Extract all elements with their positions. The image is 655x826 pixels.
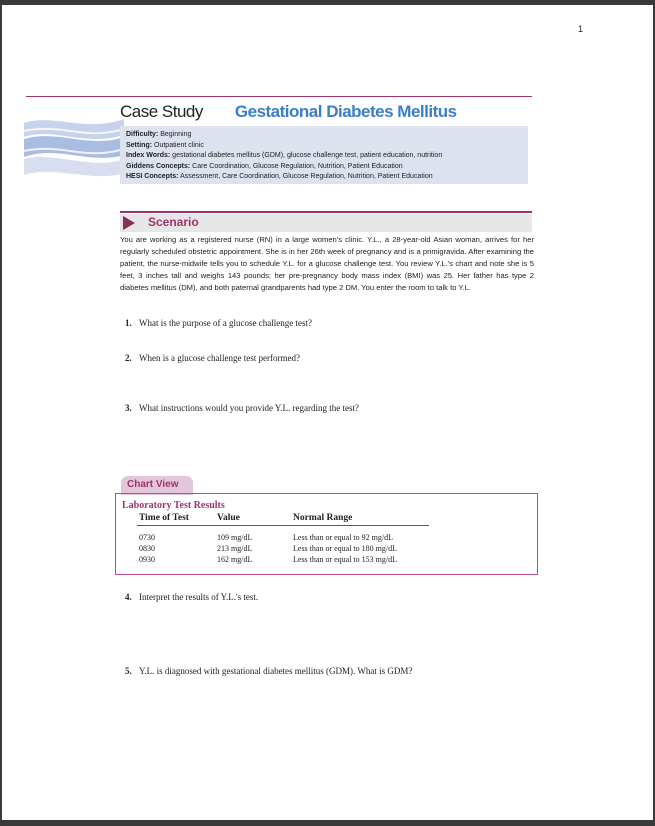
question-3: 3. What instructions would you provide Y.L. regarding the test? xyxy=(125,403,359,413)
question-5: 5. Y.L. is diagnosed with gestational diabetes mellitus (GDM). What is GDM? xyxy=(125,666,413,676)
table-cell: 0730 xyxy=(139,533,155,542)
setting-line: Setting: Outpatient clinic xyxy=(126,141,204,149)
scenario-text: You are working as a registered nurse (RN) in a large women's clinic. Y.L., a 28-year-old Asian woman, arrives for her regularly scheduled obstetric appointment. She is in her 26th week of pregnancy and is a primigravida. After examining the patient, the nurse-midwife tells you to schedule Y.L. for a glucose challenge test. You review Y.L.'s chart and note she is 5 feet, 3 inches tall and weighs 143 pounds; her pre-pregnancy body mass index (BMI) was 25. Her father has type 2 diabetes mellitus (DM), and both paternal grandparents had type 2 DM. You enter the room to talk to Y.L. xyxy=(120,235,534,292)
lab-results-title: Laboratory Test Results xyxy=(122,500,225,511)
question-4: 4. Interpret the results of Y.L.'s test. xyxy=(125,592,259,602)
column-header-value: Value xyxy=(217,513,240,523)
hesi-concepts-line: HESI Concepts: Assessment, Care Coordination, Glucose Regulation, Nutrition, Patient Education xyxy=(126,173,433,180)
table-cell: 213 mg/dL xyxy=(217,544,253,553)
page-number: 1 xyxy=(578,24,584,34)
lab-results-box xyxy=(115,493,538,575)
chart-view-label: Chart View xyxy=(127,479,179,490)
table-header-rule xyxy=(137,525,429,526)
header-rule xyxy=(26,96,532,97)
table-cell: 162 mg/dL xyxy=(217,555,253,564)
case-study-topic: Gestational Diabetes Mellitus xyxy=(234,102,457,121)
table-cell: Less than or equal to 180 mg/dL xyxy=(293,544,397,553)
decorative-wave-banner xyxy=(24,105,124,185)
table-cell: 0930 xyxy=(139,555,155,564)
triangle-bullet-icon xyxy=(123,216,135,230)
table-cell: Less than or equal to 153 mg/dL xyxy=(293,555,397,564)
column-header-time: Time of Test xyxy=(139,513,189,523)
document-page xyxy=(2,5,653,820)
scenario-title: Scenario xyxy=(148,215,199,229)
case-study-label: Case Study xyxy=(120,102,203,121)
column-header-normal-range: Normal Range xyxy=(293,513,353,523)
table-cell: Less than or equal to 92 mg/dL xyxy=(293,533,393,542)
case-study-header xyxy=(120,102,457,122)
case-metadata-box xyxy=(120,126,528,184)
giddens-concepts-line: Giddens Concepts: Care Coordination, Glucose Regulation, Nutrition, Patient Education xyxy=(126,162,403,170)
scenario-heading xyxy=(120,214,532,232)
question-2: 2. When is a glucose challenge test performed? xyxy=(125,353,300,363)
question-1: 1. What is the purpose of a glucose challenge test? xyxy=(125,318,312,328)
index-words-line: Index Words: gestational diabetes mellitus (GDM), glucose challenge test, patient education, nutrition xyxy=(126,152,443,159)
difficulty-line: Difficulty: Beginning xyxy=(126,131,192,138)
scenario-rule xyxy=(120,211,532,213)
table-cell: 0830 xyxy=(139,544,155,553)
table-cell: 109 mg/dL xyxy=(217,533,253,542)
